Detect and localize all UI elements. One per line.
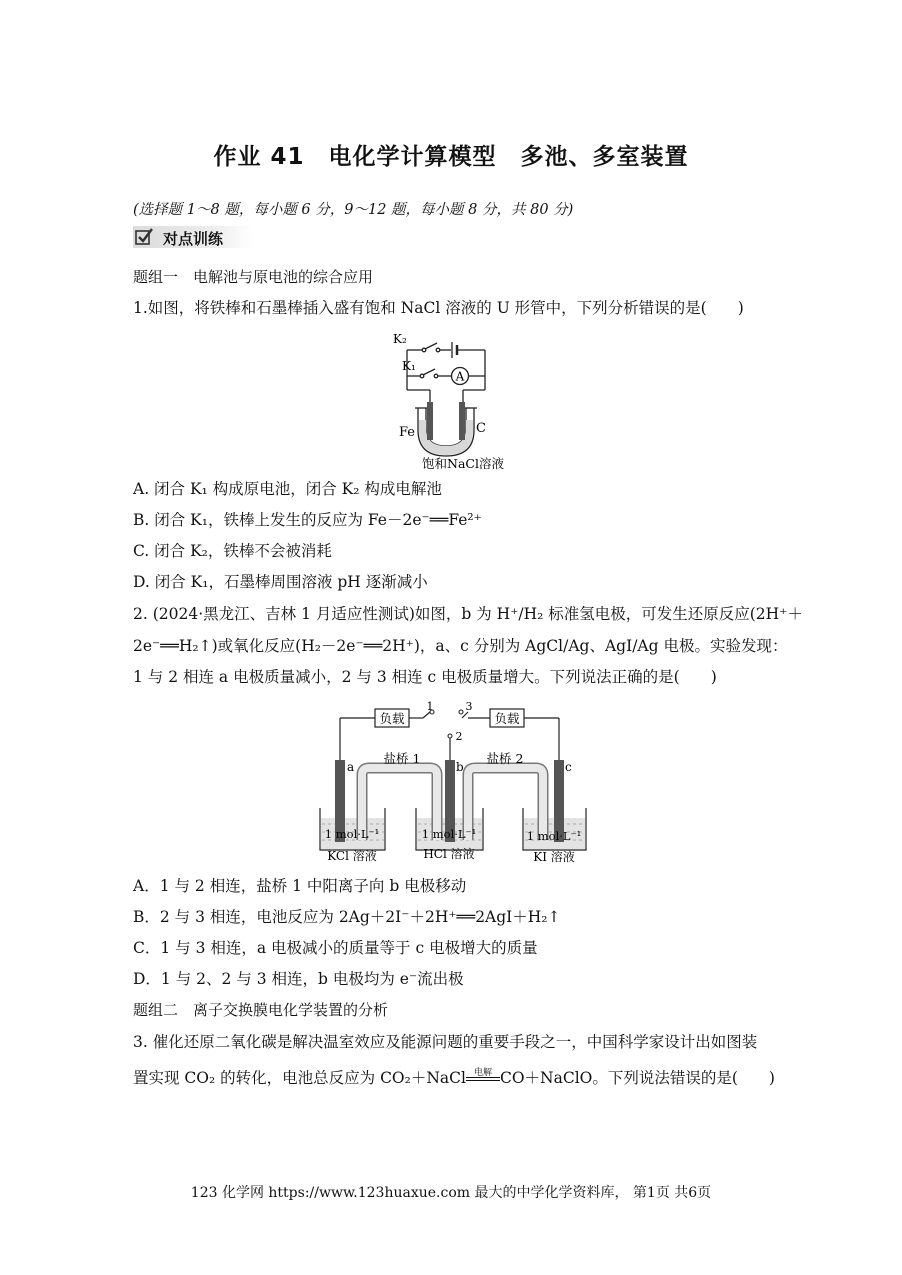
- svg-text:K₂: K₂: [393, 332, 407, 346]
- svg-text:盐桥 2: 盐桥 2: [486, 751, 524, 766]
- svg-text:盐桥 1: 盐桥 1: [383, 751, 421, 766]
- svg-text:C: C: [476, 421, 486, 436]
- page-footer: 123 化学网 https://www.123huaxue.com 最大的中学化学资料库， 第1页 共6页: [190, 1185, 712, 1201]
- svg-text:HCl 溶液: HCl 溶液: [423, 847, 475, 861]
- q2-stem-line3: 1 与 2 相连 a 电极质量减小，2 与 3 相连 c 电极质量增大。下列说法正确的是( ): [133, 668, 717, 686]
- svg-text:3: 3: [465, 700, 473, 713]
- q1-stem: 1.如图，将铁棒和石墨棒插入盛有饱和 NaCl 溶液的 U 形管中，下列分析错误的是( ): [133, 299, 744, 317]
- q3-stem-line2: 置实现 CO₂ 的转化，电池总反应为 CO₂＋NaCl 电解 CO＋NaClO。下列说法错误的是( ): [133, 1068, 775, 1087]
- group2-heading: 题组二 离子交换膜电化学装置的分析: [133, 1001, 389, 1019]
- q2-option-c: C．1 与 3 相连，a 电极减小的质量等于 c 电极增大的质量: [133, 939, 538, 957]
- fe-electrode: [427, 402, 433, 440]
- electrolysis-arrow: 电解: [466, 1070, 500, 1088]
- svg-text:2: 2: [455, 730, 463, 743]
- q1-option-b: B. 闭合 K₁，铁棒上发生的反应为 Fe－2e⁻══Fe²⁺: [133, 511, 482, 529]
- q1-figure: [385, 328, 530, 474]
- section-header: [133, 226, 253, 248]
- q2-stem-line2: 2e⁻══H₂↑)或氧化反应(H₂－2e⁻══2H⁺)，a、c 分别为 AgCl/Ag、AgI/Ag 电极。实验发现：: [133, 637, 788, 655]
- k2-switch: [425, 343, 437, 349]
- svg-text:A: A: [455, 369, 465, 384]
- q1-option-d: D. 闭合 K₁，石墨棒周围溶液 pH 逐渐减小: [133, 573, 428, 591]
- svg-text:b: b: [456, 760, 464, 774]
- q2-option-b: B．2 与 3 相连，电池反应为 2Ag＋2I⁻＋2H⁺══2AgI＋H₂↑: [133, 908, 561, 926]
- checkbox-icon: [135, 228, 153, 246]
- q2-option-d: D．1 与 2、2 与 3 相连，b 电极均为 e⁻流出极: [133, 970, 464, 988]
- q1-option-a: A. 闭合 K₁ 构成原电池，闭合 K₂ 构成电解池: [133, 480, 442, 498]
- svg-text:a: a: [347, 760, 355, 774]
- q2-figure: [318, 700, 588, 870]
- group1-heading: 题组一 电解池与原电池的综合应用: [133, 268, 374, 286]
- svg-text:KI 溶液: KI 溶液: [533, 850, 575, 864]
- svg-text:c: c: [565, 760, 572, 774]
- svg-text:饱和NaCl溶液: 饱和NaCl溶液: [422, 456, 504, 471]
- page-title: 作业 41 电化学计算模型 多池、多室装置: [213, 144, 689, 170]
- section-label: 对点训练: [163, 230, 224, 248]
- svg-text:K₁: K₁: [402, 359, 416, 373]
- svg-text:1 mol·L⁻¹: 1 mol·L⁻¹: [421, 827, 477, 841]
- svg-text:负载: 负载: [379, 711, 405, 726]
- score-note: (选择题 1～8 题，每小题 6 分，9～12 题，每小题 8 分，共 80 分): [133, 202, 574, 218]
- svg-text:KCl 溶液: KCl 溶液: [327, 849, 377, 863]
- q1-option-c: C. 闭合 K₂，铁棒不会被消耗: [133, 542, 332, 560]
- q3-stem-line1: 3. 催化还原二氧化碳是解决温室效应及能源问题的重要手段之一，中国科学家设计出如图装: [133, 1033, 758, 1051]
- c-electrode: [459, 402, 465, 440]
- svg-text:负载: 负载: [494, 711, 520, 726]
- svg-text:Fe: Fe: [399, 425, 416, 440]
- svg-text:1: 1: [426, 700, 434, 713]
- q2-option-a: A．1 与 2 相连，盐桥 1 中阳离子向 b 电极移动: [133, 877, 467, 895]
- svg-text:1 mol·L⁻¹: 1 mol·L⁻¹: [324, 827, 380, 841]
- q2-stem-line1: 2. (2024·黑龙江、吉林 1 月适应性测试)如图，b 为 H⁺/H₂ 标准氢电极，可发生还原反应(2H⁺＋: [133, 605, 803, 623]
- svg-text:1 mol·L⁻¹: 1 mol·L⁻¹: [526, 829, 582, 843]
